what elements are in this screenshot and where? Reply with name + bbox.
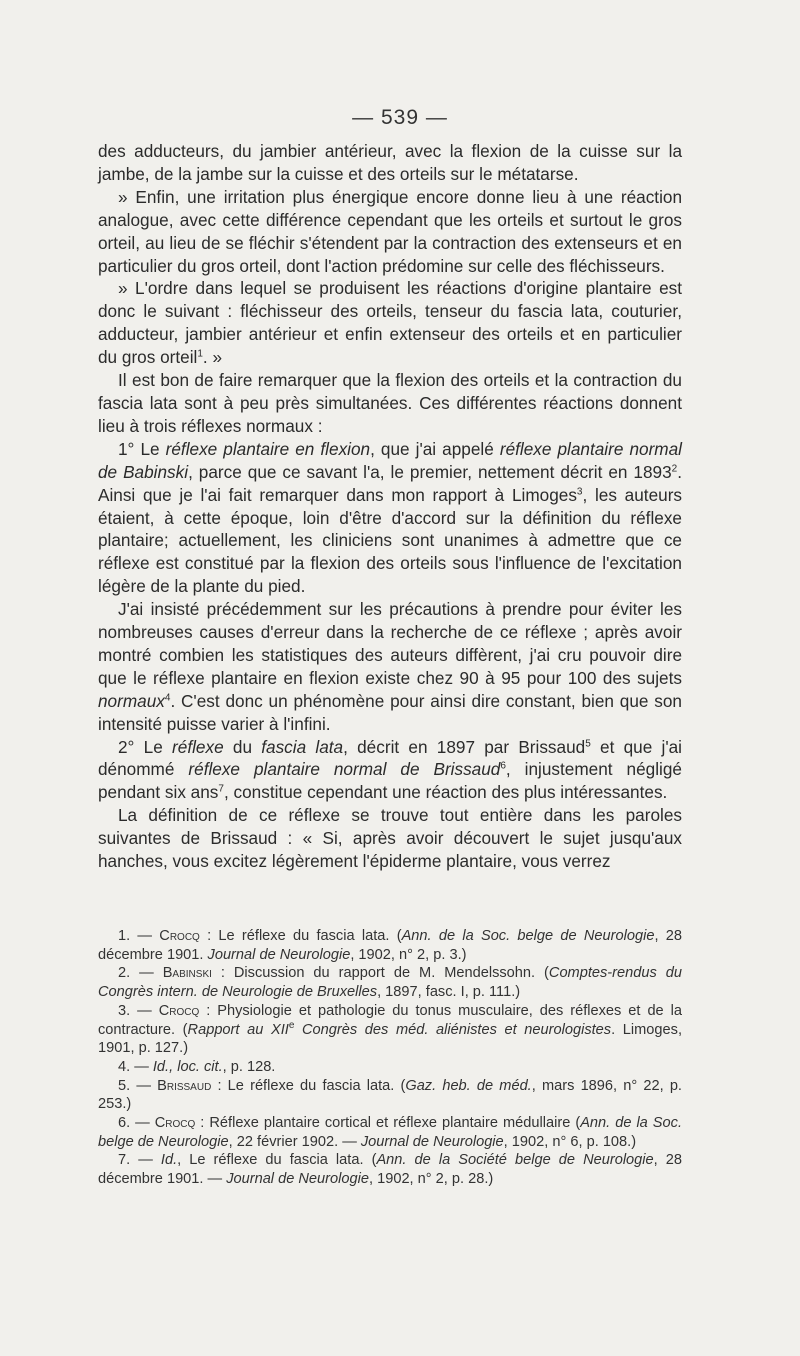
italic-text: réflexe (172, 736, 224, 757)
italic-text: Congrès des méd. aliénistes et neurologistes (294, 1021, 612, 1038)
text-run: : Discussion du rapport de M. Mendelssohn. ( (211, 965, 549, 982)
text-run: , Le réflexe du fascia lata. ( (177, 1152, 377, 1169)
author-name: Crocq (158, 1002, 200, 1019)
text-run: , 1902, n° 2, p. 3.) (350, 946, 467, 963)
italic-text: Id. (160, 1152, 178, 1169)
footnotes (98, 927, 682, 1189)
text-run: 1. — (118, 928, 160, 944)
text-run: » Enfin, une irritation plus énergique encore donne lieu à une réaction analogue, avec cette différence cependant que les orteils et surtout le gros orteil, au lieu de se fléchir s'étendent par la contraction des extenseurs et en particulier du gros orteil, dont l'action prédomine sur celle des fléchisseurs. (98, 186, 682, 276)
paragraph (98, 140, 682, 186)
footnote (98, 964, 682, 1001)
note-reference: 6 (500, 760, 506, 772)
author-name: Crocq (159, 928, 200, 944)
text-run: , 1902, n° 6, p. 108.) (503, 1133, 637, 1150)
footnote (98, 1002, 682, 1058)
text-run: , 28 décembre 1901. — (98, 1152, 683, 1188)
italic-text: Journal de Neurologie (360, 1133, 504, 1150)
footnote (98, 1114, 682, 1151)
text-run: , les auteurs étaient, à cette époque, loin d'être d'accord sur la définition du réflexe plantaire; actuellement, les cliniciens sont unanimes à admettre que ce réflexe est constitué par la flexion des orteils sous l'influence de l'excitation légère de la plante du pied. (98, 484, 683, 597)
text-run: La définition de ce réflexe se trouve tout entière dans les paroles suivantes de Brissaud : « Si, après avoir découvert le sujet jusqu'aux hanches, vous excitez légèrement l'épiderme plantaire, vous verrez (98, 805, 682, 872)
body-text (98, 140, 682, 873)
text-run: , 1897, fasc. I, p. 111.) (377, 984, 521, 1001)
text-run: 1° Le (118, 438, 166, 459)
italic-text: Ann. de la Soc. belge de Neurologie (98, 1115, 682, 1150)
text-run: , mars 1896, n° 22, p. 253.) (98, 1077, 682, 1113)
text-run: : Le réflexe du fascia lata. ( (211, 1077, 406, 1094)
text-run: des adducteurs, du jambier antérieur, avec la flexion de la cuisse sur la jambe, de la jambe sur la cuisse et des orteils sur le métatarse. (98, 141, 682, 184)
note-reference: 2 (671, 462, 678, 474)
text-run: 2. — (118, 965, 163, 982)
text-run: , 22 février 1902. — (228, 1133, 361, 1150)
text-run: Il est bon de faire remarquer que la flexion des orteils et la contraction du fascia lata sont à peu près simultanées. Ces différentes réactions donnent lieu à trois réflexes normaux : (98, 370, 682, 436)
text-run: . Ainsi que je l'ai fait remarquer dans mon rapport à Limoges (98, 461, 683, 505)
text-run: , p. 128. (222, 1058, 276, 1075)
italic-text: Rapport au XII (187, 1021, 289, 1038)
note-reference: 7 (218, 783, 224, 795)
italic-text: réflexe plantaire en flexion (165, 438, 371, 459)
text-run: 3. — (118, 1002, 159, 1019)
text-run: : Physiologie et pathologie du tonus musculaire, des réflexes et de la contracture. ( (98, 1002, 683, 1038)
text-run: 4. — (118, 1058, 153, 1075)
paragraph (98, 186, 682, 278)
paragraph (98, 598, 682, 735)
italic-text: Ann. de la Soc. belge de Neurologie (401, 928, 655, 944)
note-reference: 1 (197, 348, 203, 360)
text-run: : Le réflexe du fascia lata. ( (199, 928, 402, 944)
paragraph (98, 736, 682, 805)
text-run: et que j'ai dénommé (98, 736, 682, 780)
text-run: , injustement négligé pendant six ans (98, 759, 682, 803)
note-reference: 3 (576, 485, 583, 497)
paragraph (98, 804, 682, 873)
text-run: 5. — (118, 1077, 158, 1094)
author-name: Brissaud (157, 1077, 212, 1094)
text-run: : Réflexe plantaire cortical et réflexe plantaire médullaire ( (195, 1115, 581, 1132)
paragraph (98, 369, 682, 438)
footnote (98, 1151, 682, 1188)
paragraph (98, 277, 682, 369)
italic-text: réflexe plantaire normal de Brissaud (188, 759, 501, 780)
text-run: , constitue cependant une réaction des plus intéressantes. (223, 782, 668, 803)
footnote (98, 1077, 682, 1114)
text-run: . Limoges, 1901, p. 127.) (98, 1021, 683, 1057)
text-run: , 1902, n° 2, p. 28.) (368, 1171, 494, 1188)
author-name: Crocq (154, 1115, 196, 1132)
italic-text: Journal de Neurologie (226, 1171, 369, 1188)
italic-text: Id., loc. cit. (152, 1058, 223, 1075)
italic-text: Journal de Neurologie (207, 946, 351, 963)
text-run: , que j'ai appelé (370, 438, 500, 459)
italic-text: normaux (98, 690, 165, 711)
note-reference: 5 (585, 737, 591, 749)
text-run: , 28 décembre 1901. (98, 928, 683, 963)
paragraph (98, 438, 682, 598)
text-run: 2° Le (118, 736, 173, 757)
text-run: , décrit en 1897 par Brissaud (343, 736, 586, 757)
italic-text: Gaz. heb. de méd. (405, 1077, 532, 1094)
text-run: 7. — (118, 1152, 161, 1169)
italic-text: Comptes-rendus du Congrès intern. de Neurologie de Bruxelles (98, 965, 682, 1001)
text-run: du (223, 736, 262, 757)
text-run: . » (202, 347, 223, 368)
author-name: Babinski (162, 965, 212, 982)
italic-text: fascia lata (261, 736, 344, 757)
page-number: — 539 — (352, 106, 448, 129)
footnote (98, 1058, 682, 1077)
text-run: . C'est donc un phénomène pour ainsi dire constant, bien que son intensité puisse varier à l'infini. (98, 690, 682, 734)
text-run: J'ai insisté précédemment sur les précautions à prendre pour éviter les nombreuses causes d'erreur dans la recherche de ce réflexe ; après avoir montré combien les statistiques des auteurs diffèrent, j'ai cru pouvoir dire que le réflexe plantaire en flexion existe chez 90 à 95 pour 100 des sujets (98, 599, 682, 688)
italic-text: Ann. de la Société belge de Neurologie (376, 1152, 654, 1169)
note-reference: e (288, 1019, 295, 1031)
text-run: 6. — (118, 1115, 155, 1132)
footnote (98, 927, 682, 964)
text-run: , parce que ce savant l'a, le premier, nettement décrit en 1893 (188, 461, 672, 482)
note-reference: 4 (164, 692, 171, 704)
text-run: » L'ordre dans lequel se produisent les réactions d'origine plantaire est donc le suivant : fléchisseur des orteils, tenseur du fascia lata, couturier, adducteur, jambier antérieur et enfin extenseur des orteils et en particulier du gros orteil (98, 278, 682, 368)
italic-text: réflexe plantaire normal de Babinski (98, 438, 682, 482)
